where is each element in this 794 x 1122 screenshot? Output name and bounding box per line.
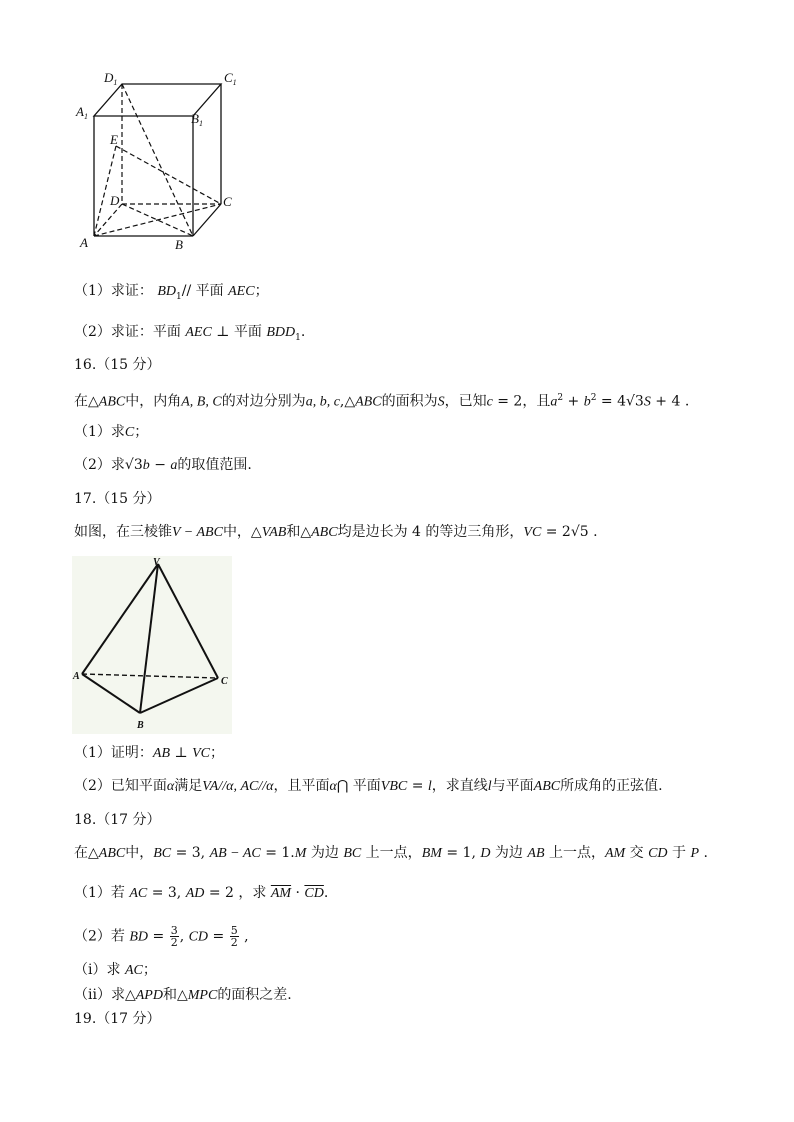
label-a1: $A_1$ [76, 104, 88, 121]
q19-header: 19.（17 分） [74, 1011, 161, 1027]
cuboid-top-face [94, 84, 221, 116]
label-a: A [80, 235, 88, 250]
vector-cd: $\overline{CD}$ [304, 886, 324, 901]
q17-header: 17.（15 分） [74, 491, 161, 507]
q18-header: 18.（17 分） [74, 812, 161, 828]
label-b: B [137, 720, 144, 731]
segment-e-a [94, 146, 116, 236]
edge-b-c [193, 204, 221, 236]
cuboid-figure [70, 64, 250, 254]
fraction-3-2: $\frac{3}{2}$ [170, 924, 178, 949]
label-v: V [153, 557, 160, 568]
label-c: C [223, 194, 232, 209]
q15-part1: （1）求证： $BD_1//$ 平面 AEC； [74, 283, 269, 302]
label-d: D [110, 193, 120, 208]
vector-am: $\overline{AM}$ [270, 886, 292, 901]
segment-a-c [94, 204, 221, 236]
q17-stem: 如图，在三棱锥V − ABC中，△VAB和△ABC均是边长为 4 的等边三角形，VC = 2√5 . [74, 524, 598, 540]
q16-stem: 在△ABC中，内角A, B, C的对边分别为a, b, c,△ABC的面积为S，已知c = 2，且$a^2 + b^2 = 4√3S + 4$ . [74, 393, 690, 410]
q17-part2: （2）已知平面α满足VA//α, AC//α，且平面α⋂ 平面VBC = l，求直线l与平面ABC所成角的正弦值. [74, 778, 663, 794]
tetrahedron-figure [72, 556, 232, 736]
label-a: A [73, 671, 80, 682]
q18-part2: （2）若 BD = $\frac{3}{2}$ , CD = $\frac{5}{2}$ , [74, 924, 249, 949]
q18-part2-i: （i）求 AC； [74, 962, 157, 978]
q17-part1: （1）证明：AB ⊥ VC； [74, 745, 224, 761]
q16-header: 16.（15 分） [74, 357, 161, 373]
label-c: C [221, 676, 228, 687]
label-b: B [175, 237, 183, 252]
fraction-5-2: $\frac{5}{2}$ [230, 924, 238, 949]
segment-e-c [116, 146, 221, 204]
label-c1: $C_1$ [224, 70, 237, 87]
q15-part2: （2）求证：平面 AEC ⊥ 平面 $BDD_1$. [74, 324, 306, 343]
q18-stem: 在△ABC中，BC = 3, AB − AC = 1.M 为边 BC 上一点，BM = 1, D 为边 AB 上一点，AM 交 CD 于 P . [74, 845, 708, 861]
q18-part2-ii: （ii）求△APD和△MPC的面积之差. [74, 987, 292, 1003]
label-d1: $D_1$ [104, 70, 118, 87]
label-e: E [110, 132, 118, 147]
q16-part1: （1）求C； [74, 424, 149, 440]
q16-part2: （2）求√3b − a的取值范围. [74, 457, 252, 473]
q18-part1: （1）若 AC = 3, AD = 2 ，求 $\overline{AM} \cdot \overline{CD}$. [74, 885, 329, 901]
label-b1: $B_1$ [191, 111, 203, 128]
